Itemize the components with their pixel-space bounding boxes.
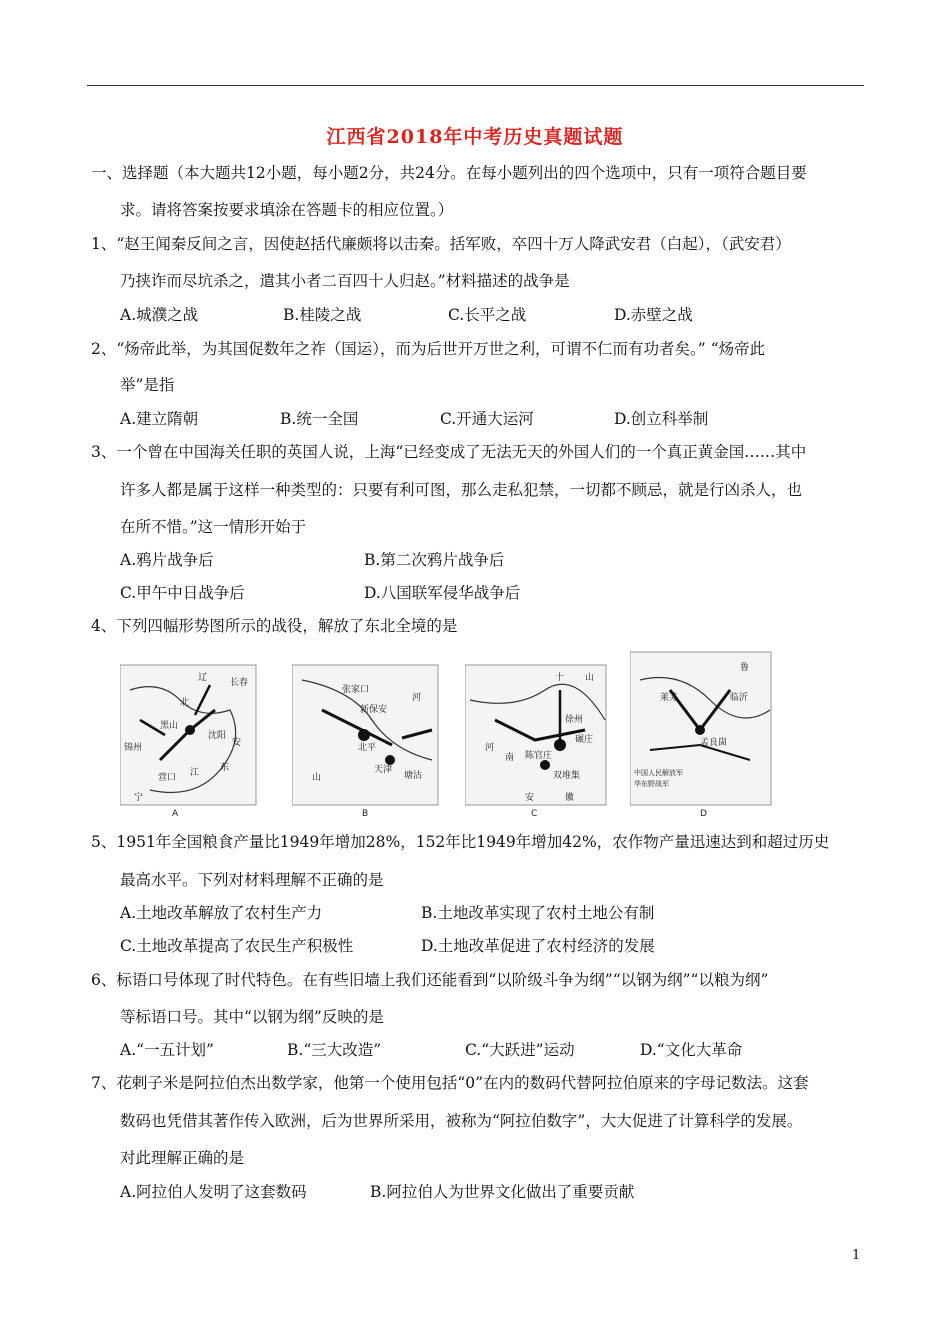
map-b-place-3: 北平 bbox=[358, 743, 377, 753]
map-b-place-4: 天津 bbox=[374, 765, 393, 775]
map-a-place-2: 北 bbox=[180, 698, 190, 708]
map-a-place-9: 江 bbox=[190, 768, 200, 778]
map-b-place-2: 新保安 bbox=[360, 705, 388, 715]
question-7-option-b: B.阿拉伯人为世界文化做出了重要贡献 bbox=[370, 1183, 635, 1201]
question-5-line2: 最高水平。下列对材料理解不正确的是 bbox=[120, 871, 384, 889]
map-c-place-3: 陈官庄 bbox=[525, 751, 553, 761]
map-c-place-10: 山 bbox=[585, 673, 595, 683]
question-2-option-c: C.开通大运河 bbox=[440, 410, 534, 428]
map-d-place-1: 莱芜 bbox=[660, 693, 679, 703]
map-c-letter: C bbox=[531, 809, 538, 818]
question-3-option-a: A.鸦片战争后 bbox=[120, 551, 214, 569]
map-c-place-2: 碾庄 bbox=[575, 735, 594, 745]
section-instructions-line1: 一、选择题（本大题共12小题，每小题2分，共24分。在每小题列出的四个选项中，只有一项符合题目要 bbox=[91, 164, 807, 182]
map-a-place-8: 宁 bbox=[134, 793, 144, 803]
question-7-line3: 对此理解正确的是 bbox=[120, 1149, 245, 1167]
question-3-option-d: D.八国联军侵华战争后 bbox=[364, 584, 521, 602]
map-a-place-5: 沈阳 bbox=[208, 731, 227, 741]
question-3-option-b: B.第二次鸦片战争后 bbox=[364, 551, 505, 569]
map-a-place-4: 锦州 bbox=[124, 743, 143, 753]
question-7-line2: 数码也凭借其著作传入欧洲，后为世界所采用，被称为“阿拉伯数字”，大大促进了计算科学的发展。 bbox=[120, 1112, 803, 1130]
map-c-place-6: 南 bbox=[505, 753, 515, 763]
question-6-option-b: B.“三大改造” bbox=[287, 1041, 382, 1059]
map-b bbox=[292, 650, 442, 818]
map-d-place-4: 鲁 bbox=[740, 663, 750, 673]
page-number: 1 bbox=[852, 1248, 861, 1263]
map-d-place-3: 孟良崮 bbox=[700, 738, 728, 748]
map-c-place-9: 十 bbox=[555, 673, 565, 683]
question-5-line1: 5、1951年全国粮食产量比1949年增加28%，152年比1949年增加42%，农作物产量迅速达到和超过历史 bbox=[91, 833, 830, 851]
map-c bbox=[465, 650, 610, 818]
question-3-line3: 在所不惜。”这一情形开始于 bbox=[120, 518, 307, 536]
page-title: 江西省2018年中考历史真题试题 bbox=[326, 126, 624, 148]
map-a bbox=[120, 650, 260, 818]
map-b-place-5: 塘沽 bbox=[404, 771, 423, 781]
map-a-place-6: 营口 bbox=[158, 773, 177, 783]
question-2-option-a: A.建立隋朝 bbox=[120, 410, 199, 428]
map-c-place-8: 徽 bbox=[565, 793, 575, 803]
map-a-place-1: 辽 bbox=[198, 673, 208, 683]
map-a-place-3: 长春 bbox=[230, 678, 249, 688]
question-1-option-d: D.赤壁之战 bbox=[614, 306, 693, 324]
header-rule bbox=[87, 85, 864, 86]
map-a-place-7: 黑山 bbox=[160, 721, 179, 731]
question-5-option-b: B.土地改革实现了农村土地公有制 bbox=[421, 904, 655, 922]
question-1-option-b: B.桂陵之战 bbox=[283, 306, 362, 324]
question-1-option-c: C.长平之战 bbox=[448, 306, 527, 324]
map-c-place-1: 徐州 bbox=[565, 715, 584, 725]
question-3-line1: 3、一个曾在中国海关任职的英国人说，上海“已经变成了无法无天的外国人们的一个真正黄金国……其中 bbox=[91, 443, 807, 461]
map-d-place-5: 中国人民解放军 bbox=[634, 769, 683, 777]
question-6-option-c: C.“大跃进”运动 bbox=[465, 1041, 575, 1059]
section-instructions-line2: 求。请将答案按要求填涂在答题卡的相应位置。） bbox=[120, 201, 454, 219]
map-b-place-7: 河 bbox=[412, 693, 422, 703]
question-6-option-d: D.“文化大革命 bbox=[640, 1041, 743, 1059]
map-b-place-6: 山 bbox=[312, 773, 322, 783]
question-5-option-a: A.土地改革解放了农村生产力 bbox=[120, 904, 323, 922]
question-4-line1: 4、下列四幅形势图所示的战役，解放了东北全境的是 bbox=[91, 617, 458, 635]
map-d-place-6: 华东野战军 bbox=[634, 780, 669, 788]
question-7-line1: 7、花剌子米是阿拉伯杰出数学家，他第一个使用包括“0”在内的数码代替阿拉伯原来的字母记数法。这套 bbox=[91, 1074, 809, 1092]
question-3-line2: 许多人都是属于这样一种类型的：只要有利可图，那么走私犯禁，一切都不顾忌，就是行凶杀人，也 bbox=[120, 481, 803, 499]
map-d-place-2: 临沂 bbox=[730, 693, 749, 703]
map-c-place-4: 双堆集 bbox=[553, 771, 581, 781]
battle-maps bbox=[120, 650, 770, 820]
question-3-option-c: C.甲午中日战争后 bbox=[120, 584, 245, 602]
question-7-option-a: A.阿拉伯人发明了这套数码 bbox=[120, 1183, 307, 1201]
question-5-option-c: C.土地改革提高了农民生产积极性 bbox=[120, 937, 354, 955]
question-5-option-d: D.土地改革促进了农村经济的发展 bbox=[421, 937, 655, 955]
question-6-option-a: A.“一五计划” bbox=[120, 1041, 214, 1059]
question-6-line2: 等标语口号。其中“以钢为纲”反映的是 bbox=[120, 1008, 384, 1026]
question-2-line2: 举”是指 bbox=[120, 376, 175, 394]
map-a-place-11: 安 bbox=[232, 738, 242, 748]
question-2-option-b: B.统一全国 bbox=[280, 410, 359, 428]
map-b-place-1: 张家口 bbox=[342, 685, 370, 695]
question-1-line1: 1、“赵王闻秦反间之言，因使赵括代廉颇将以击秦。括军败，卒四十万人降武安君（白起），（武安君） bbox=[91, 235, 791, 253]
map-b-letter: B bbox=[362, 809, 369, 818]
map-a-letter: A bbox=[172, 809, 179, 818]
question-1-line2: 乃挟诈而尽坑杀之，遣其小者二百四十人归赵。”材料描述的战争是 bbox=[120, 272, 570, 290]
question-6-line1: 6、标语口号体现了时代特色。在有些旧墙上我们还能看到“以阶级斗争为纲”“以钢为纲”“以粮为纲” bbox=[91, 971, 769, 989]
question-2-option-d: D.创立科举制 bbox=[614, 410, 709, 428]
map-c-place-5: 河 bbox=[485, 743, 495, 753]
question-1-option-a: A.城濮之战 bbox=[120, 306, 199, 324]
map-a-place-10: 东 bbox=[220, 763, 230, 773]
map-c-place-7: 安 bbox=[525, 793, 535, 803]
map-d bbox=[630, 650, 775, 818]
question-2-line1: 2、“炀帝此举，为其国促数年之祚（国运），而为后世开万世之利，可谓不仁而有功者矣。” “炀帝此 bbox=[91, 340, 766, 358]
map-d-letter: D bbox=[700, 809, 707, 818]
